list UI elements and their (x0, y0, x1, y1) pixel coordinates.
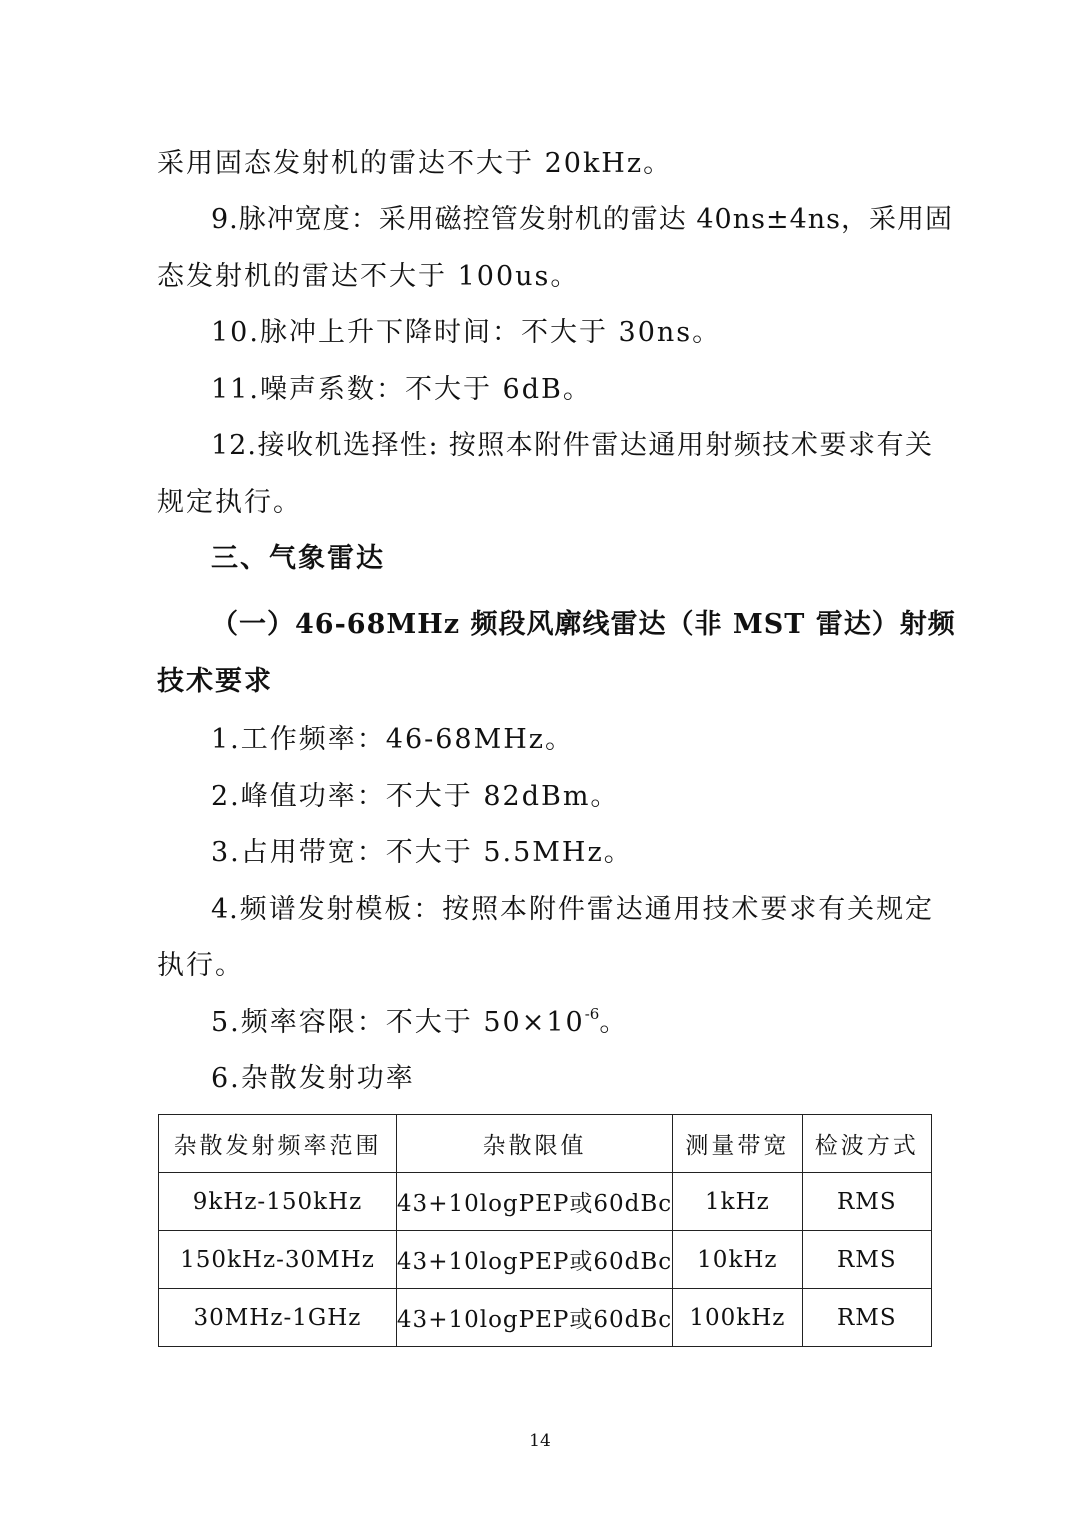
spurious-emission-table (158, 1114, 932, 1347)
paragraph-line: 执行。 (157, 950, 244, 981)
cell-limit: 43+10logPEP或60dBc (396, 1231, 672, 1289)
subsection-heading: （一）46-68MHz 频段风廓线雷达（非 MST 雷达）射频 (211, 609, 956, 640)
item-receiver-selectivity: 12.接收机选择性: 按照本附件雷达通用射频技术要求有关 (211, 430, 933, 461)
table-header-row (159, 1115, 932, 1173)
cell-detector: RMS (802, 1173, 931, 1231)
item-occupied-bandwidth: 3.占用带宽：不大于 5.5MHz。 (211, 837, 633, 868)
header-bandwidth: 测量带宽 (673, 1115, 802, 1173)
header-limit: 杂散限值 (396, 1115, 672, 1173)
tolerance-exponent: -6 (584, 1005, 600, 1023)
paragraph-line: 规定执行。 (157, 487, 302, 518)
tolerance-text: 5.频率容限：不大于 50×10 (211, 1007, 585, 1038)
cell-bandwidth: 10kHz (673, 1231, 802, 1289)
item-pulse-width: 9.脉冲宽度：采用磁控管发射机的雷达 40ns±4ns，采用固 (211, 204, 953, 235)
cell-frequency-range: 150kHz-30MHz (159, 1231, 397, 1289)
paragraph-line: 采用固态发射机的雷达不大于 20kHz。 (157, 148, 673, 179)
section-heading: 三、气象雷达 (211, 543, 385, 574)
cell-detector: RMS (802, 1231, 931, 1289)
item-spurious-power: 6.杂散发射功率 (211, 1063, 415, 1094)
header-frequency-range: 杂散发射频率范围 (159, 1115, 397, 1173)
table-row (159, 1231, 932, 1289)
page-number: 14 (529, 1431, 551, 1451)
tolerance-end: 。 (599, 1007, 629, 1038)
cell-limit: 43+10logPEP或60dBc (396, 1173, 672, 1231)
item-operating-frequency: 1.工作频率：46-68MHz。 (211, 724, 575, 755)
table-row (159, 1289, 932, 1347)
table-row (159, 1173, 932, 1231)
subsection-heading-cont: 技术要求 (157, 666, 273, 697)
cell-bandwidth: 1kHz (673, 1173, 802, 1231)
cell-bandwidth: 100kHz (673, 1289, 802, 1347)
item-spectrum-mask: 4.频谱发射模板：按照本附件雷达通用技术要求有关规定 (211, 894, 933, 925)
item-frequency-tolerance (211, 1005, 628, 1041)
item-noise-figure: 11.噪声系数：不大于 6dB。 (211, 374, 592, 405)
cell-frequency-range: 9kHz-150kHz (159, 1173, 397, 1231)
cell-limit: 43+10logPEP或60dBc (396, 1289, 672, 1347)
cell-frequency-range: 30MHz-1GHz (159, 1289, 397, 1347)
header-detector: 检波方式 (802, 1115, 931, 1173)
paragraph-line: 态发射机的雷达不大于 100us。 (157, 261, 580, 292)
cell-detector: RMS (802, 1289, 931, 1347)
item-pulse-rise-fall-time: 10.脉冲上升下降时间：不大于 30ns。 (211, 317, 722, 348)
item-peak-power: 2.峰值功率：不大于 82dBm。 (211, 781, 620, 812)
